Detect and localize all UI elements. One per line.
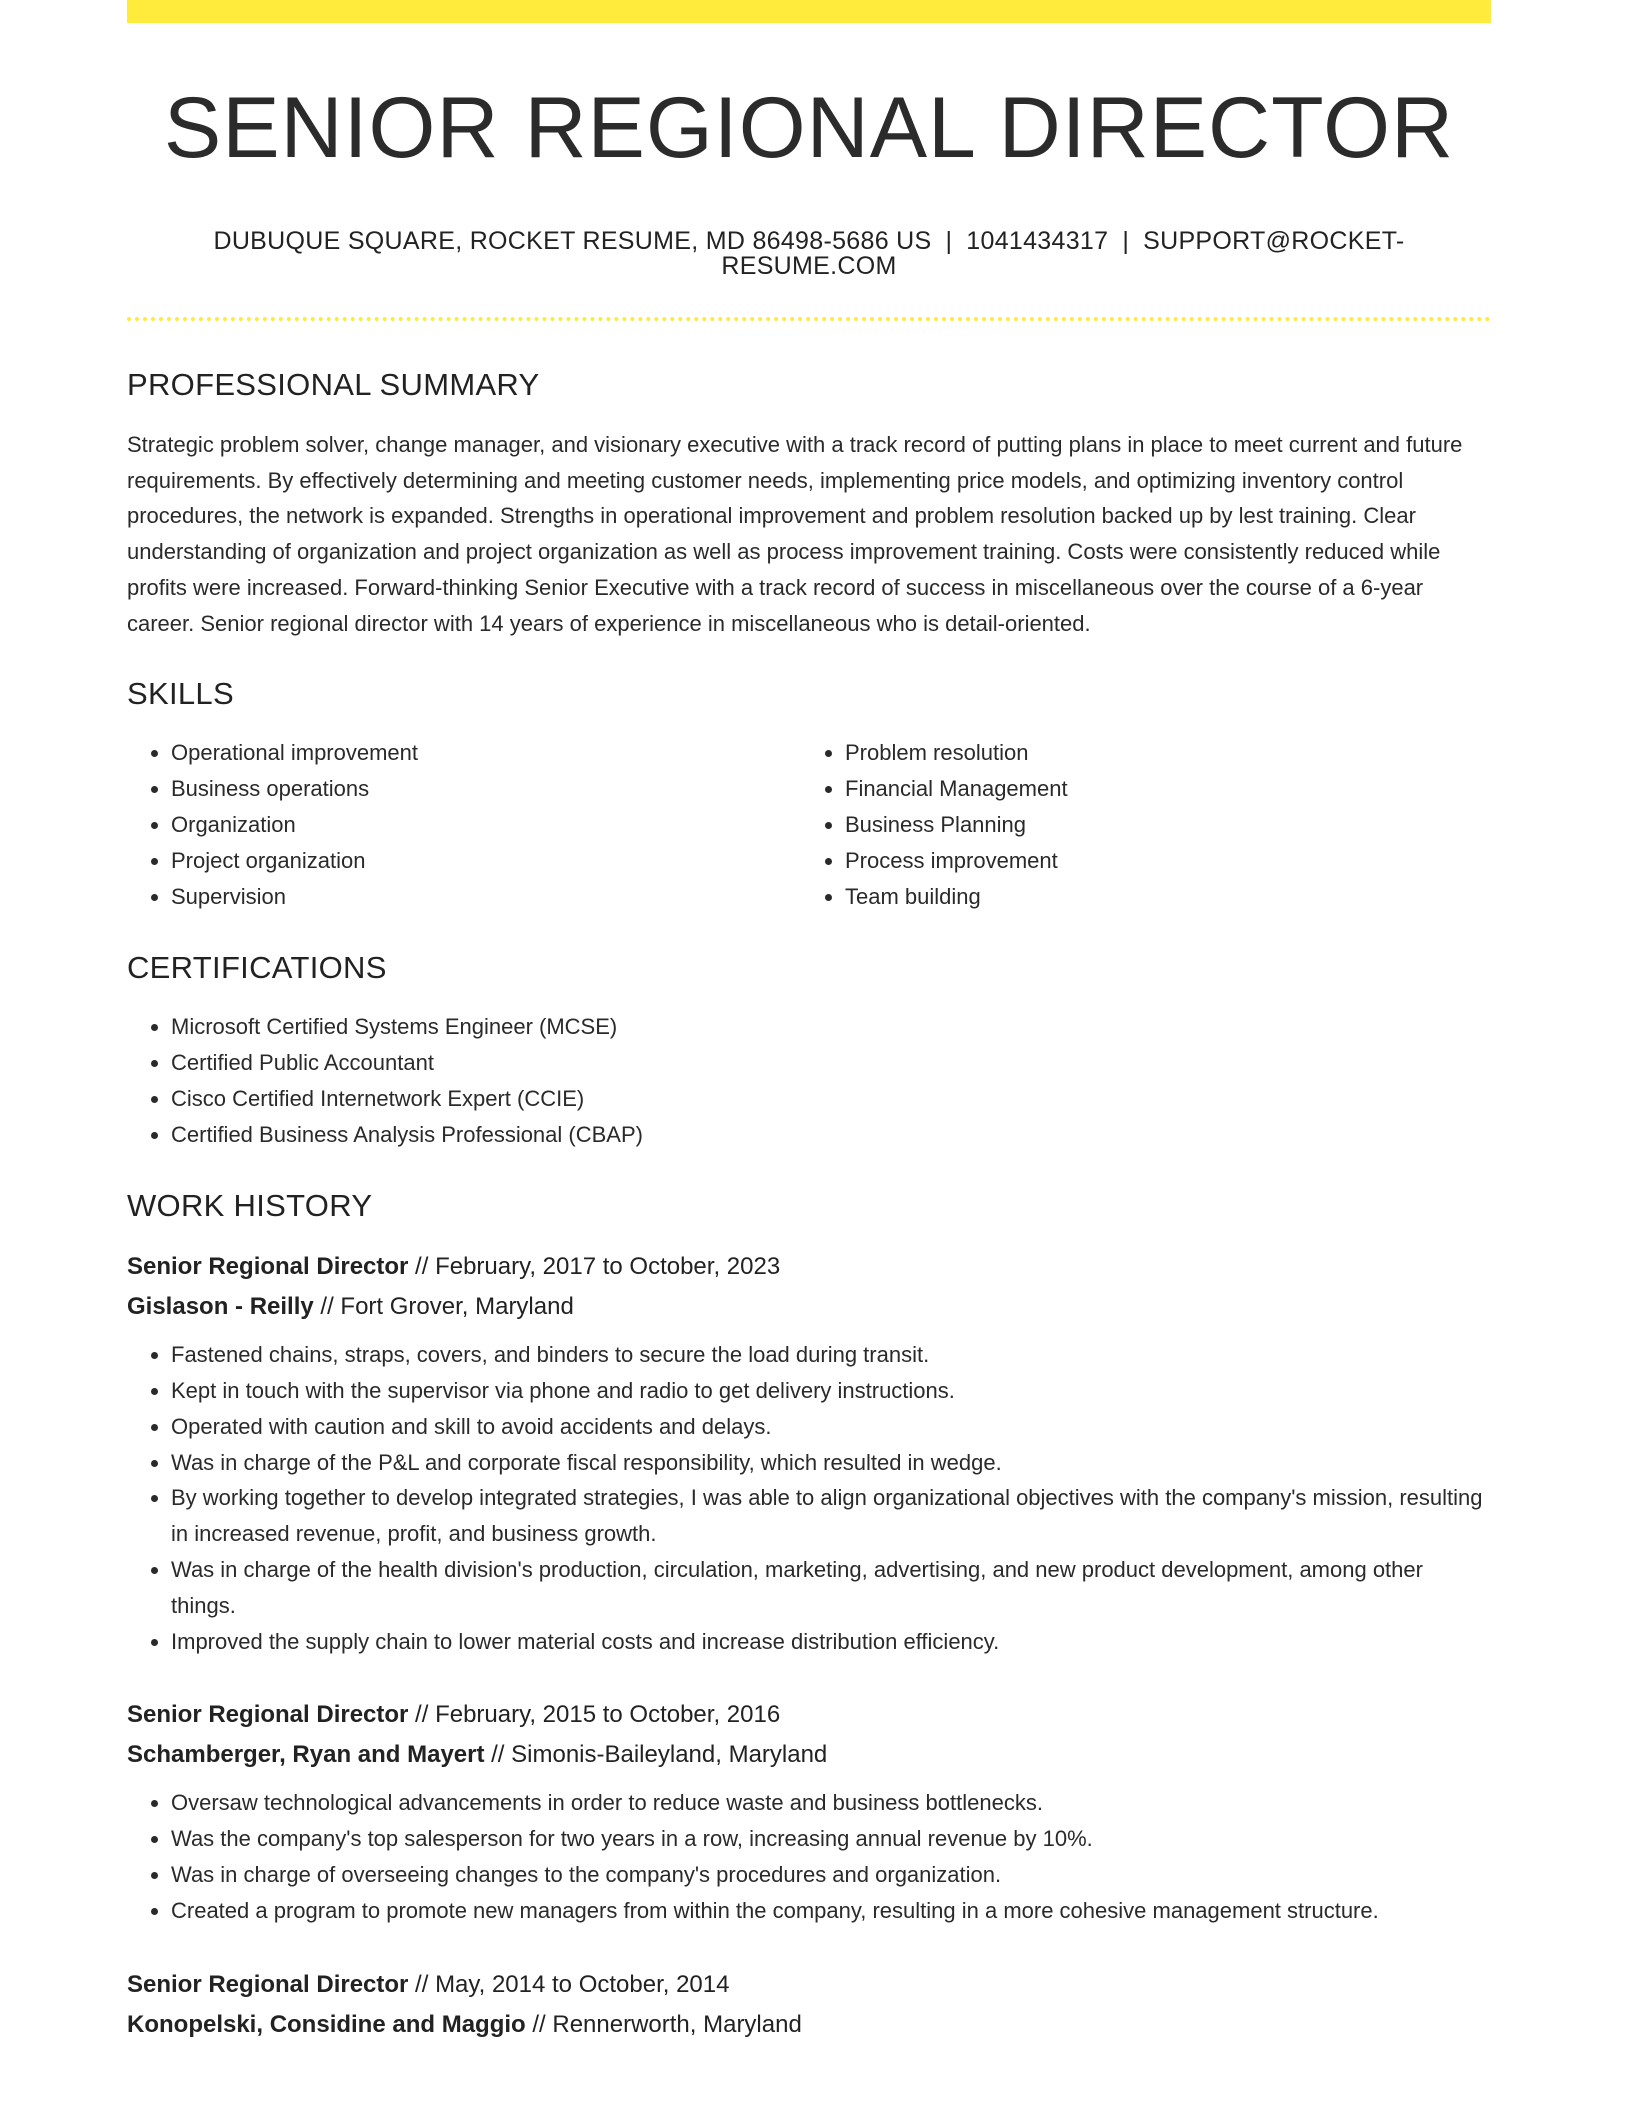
job-entry: [127, 1247, 1491, 1659]
job-role-line: [127, 1965, 1491, 2005]
skill-item: • Business operations: [171, 771, 801, 807]
accent-bar: [127, 0, 1491, 23]
contact-email: SUPPORT@ROCKET-RESUME.COM: [721, 227, 1405, 280]
contact-separator: |: [1122, 227, 1130, 255]
job-duty-item: • Was in charge of the health division's production, circulation, marketing, advertising, and new product development, among other things.: [171, 1552, 1491, 1624]
contact-separator: |: [945, 227, 953, 255]
skill-item: • Financial Management: [845, 771, 1475, 807]
resume-page: [127, 0, 1491, 2045]
job-duty-item: • Operated with caution and skill to avoid accidents and delays.: [171, 1409, 1491, 1445]
skill-item: • Organization: [171, 807, 801, 843]
contact-phone: 1041434317: [966, 227, 1109, 255]
skill-item: • Process improvement: [845, 843, 1475, 879]
skill-item: • Team building: [845, 879, 1475, 915]
job-dates: // February, 2015 to October, 2016: [408, 1701, 781, 1729]
job-duty-item: • Was the company's top salesperson for two years in a row, increasing annual revenue by 10%.: [171, 1821, 1491, 1857]
certification-item: • Certified Business Analysis Professional (CBAP): [171, 1117, 1491, 1153]
job-role: Senior Regional Director: [127, 1970, 409, 1998]
job-duty-item: • By working together to develop integrated strategies, I was able to align organizational objectives with the company's mission, resulting in increased revenue, profit, and business growth.: [171, 1480, 1491, 1552]
job-duty-item: • Created a program to promote new managers from within the company, resulting in a more cohesive management structure.: [171, 1893, 1491, 1929]
skill-item: • Business Planning: [845, 807, 1475, 843]
dotted-divider: [127, 317, 1491, 321]
contact-address: DUBUQUE SQUARE, ROCKET RESUME, MD 86498-5686 US: [213, 227, 932, 255]
job-location: // Fort Grover, Maryland: [313, 1293, 574, 1321]
certifications-list: [127, 1009, 1491, 1153]
skill-item: • Supervision: [171, 879, 801, 915]
skill-item: • Project organization: [171, 843, 801, 879]
job-company: Konopelski, Considine and Maggio: [127, 2010, 526, 2038]
skills-columns: [127, 735, 1491, 915]
job-duty-item: • Oversaw technological advancements in order to reduce waste and business bottlenecks.: [171, 1785, 1491, 1821]
job-company: Gislason - Reilly: [127, 1293, 314, 1321]
certification-item: • Cisco Certified Internetwork Expert (CCIE): [171, 1081, 1491, 1117]
job-duty-item: • Fastened chains, straps, covers, and binders to secure the load during transit.: [171, 1337, 1491, 1373]
job-role-line: [127, 1247, 1491, 1287]
skill-item: • Problem resolution: [845, 735, 1475, 771]
work-history: [127, 1247, 1491, 2044]
work-history-heading: WORK HISTORY: [127, 1188, 373, 1224]
job-company-line: [127, 1287, 1491, 1327]
skills-heading: SKILLS: [127, 676, 234, 712]
job-location: // Rennerworth, Maryland: [525, 2010, 802, 2038]
job-dates: // May, 2014 to October, 2014: [408, 1970, 730, 1998]
job-location: // Simonis-Baileyland, Maryland: [484, 1741, 828, 1769]
certification-item: • Microsoft Certified Systems Engineer (MCSE): [171, 1009, 1491, 1045]
job-dates: // February, 2017 to October, 2023: [408, 1253, 781, 1281]
job-duty-item: • Was in charge of overseeing changes to the company's procedures and organization.: [171, 1857, 1491, 1893]
job-duty-item: • Kept in touch with the supervisor via phone and radio to get delivery instructions.: [171, 1373, 1491, 1409]
job-role: Senior Regional Director: [127, 1701, 409, 1729]
job-entry: [127, 1695, 1491, 1928]
job-role-line: [127, 1695, 1491, 1735]
certification-item: • Certified Public Accountant: [171, 1045, 1491, 1081]
certifications-heading: CERTIFICATIONS: [127, 950, 387, 986]
skills-right-list: [801, 735, 1475, 915]
skills-left-list: [127, 735, 801, 915]
job-duty-item: • Was in charge of the P&L and corporate fiscal responsibility, which resulted in wedge.: [171, 1445, 1491, 1481]
job-role: Senior Regional Director: [127, 1253, 409, 1281]
job-company-line: [127, 2005, 1491, 2045]
job-company: Schamberger, Ryan and Mayert: [127, 1741, 485, 1769]
job-duties-list: [127, 1785, 1491, 1928]
job-duties-list: [127, 1337, 1491, 1659]
job-duty-item: • Improved the supply chain to lower material costs and increase distribution efficiency.: [171, 1624, 1491, 1660]
resume-title: SENIOR REGIONAL DIRECTOR: [163, 80, 1455, 176]
summary-heading: PROFESSIONAL SUMMARY: [127, 367, 540, 402]
skill-item: • Operational improvement: [171, 735, 801, 771]
job-entry: [127, 1965, 1491, 2045]
job-company-line: [127, 1735, 1491, 1775]
summary-text: Strategic problem solver, change manager, and visionary executive with a track record of putting plans in place to meet current and future requirements. By effectively determining and meeting customer needs, implementing price models, and optimizing inventory control procedures, the network is expanded. Strengths in operational improvement and problem resolution backed up by lest training. Clear understanding of organization and project organization as well as process improvement training. Costs were consistently reduced while profits were increased. Forward-thinking Senior Executive with a track record of success in miscellaneous over the course of a 6-year career. Senior regional director with 14 years of experience in miscellaneous who is detail-oriented.: [127, 432, 1463, 636]
contact-line: [127, 229, 1491, 279]
